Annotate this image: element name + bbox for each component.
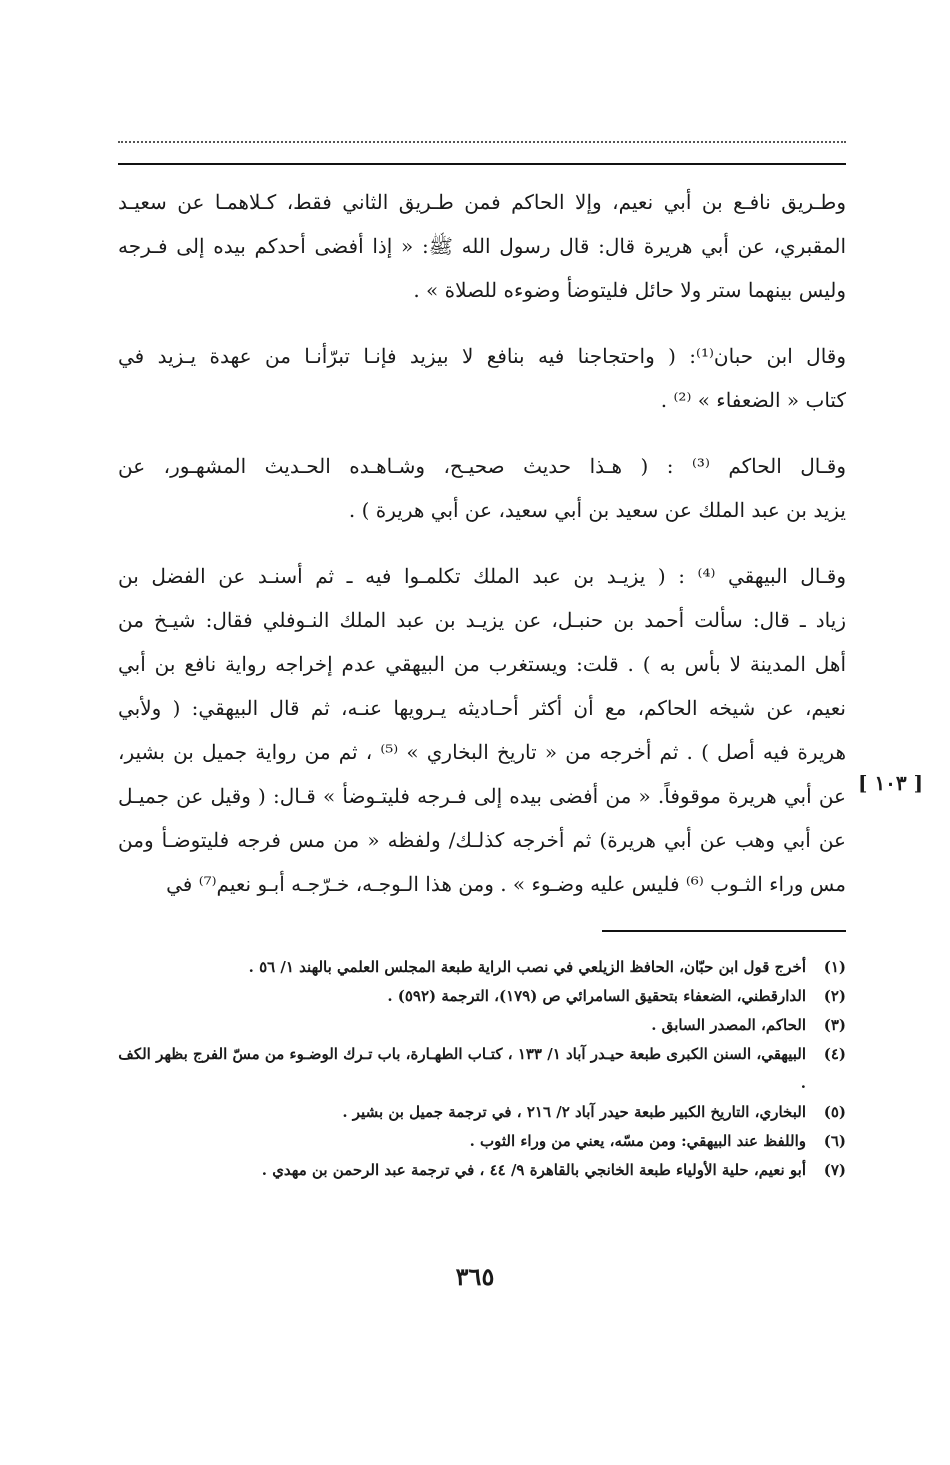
text-line: أهل المدينة لا بأس به ) . قلت: ويستغرب من البيهقي عدم إخراجه رواية نافع بن أبي xyxy=(118,652,846,676)
paragraph-2 xyxy=(118,334,846,422)
footnote xyxy=(118,1011,846,1040)
footnote-number: (٥) xyxy=(823,1103,846,1121)
text-line: عن أبي هريرة موقوفاً. « من أفضى بيده إلى فـرجه فليتـوضأ » قـال: ( وقيل عن جميـل xyxy=(118,784,846,808)
footnote-text: الدارقطني، الضعفاء بتحقيق السامرائي ص (١٧٩)، الترجمة (٥٩٢) . xyxy=(387,987,806,1005)
paragraph-3 xyxy=(118,444,846,532)
text-line: عن أبي وهب عن أبي هريرة) ثم أخرجه كذلـك/ ولفظه « من مس فرجه فليتوضـأ ومن xyxy=(118,828,846,852)
paragraph-4 xyxy=(118,554,846,906)
footnote-number: (٤) xyxy=(823,1045,846,1063)
footnote-number: (٢) xyxy=(823,987,846,1005)
footnote-separator xyxy=(602,930,846,932)
text-line: زياد ـ قال: سألت أحمد بن حنبـل، عن يزيـد بن عبد الملك النـوفلي فقال: شيـخ من xyxy=(118,608,846,632)
footnote-text: البخاري، التاريخ الكبير طبعة حيدر آباد ٢/ ٢١٦ ، في ترجمة جميل بن بشير . xyxy=(342,1103,806,1121)
footnote-text: البيهقي، السنن الكبرى طبعة حيـدر آباد ١/ ١٣٣ ، كتـاب الطهـارة، باب تـرك الوضـوء من مسّ الفرج بظهر الكف . xyxy=(118,1045,806,1092)
text-line: هريرة فيه أصل ) . ثم أخرجه من « تاريخ البخاري » ⁽⁵⁾ ، ثم من رواية جميل بن بشير، xyxy=(118,740,847,764)
text-line: نعيم، عن شيخه الحاكم، مع أن أكثر أحـاديثه يـرويها عنـه، ثم قال البيهقي: ( ولأبي xyxy=(118,696,846,720)
footnote-text: الحاكم، المصدر السابق . xyxy=(651,1016,806,1034)
footnote xyxy=(118,1040,846,1098)
footnote-number: (٦) xyxy=(823,1132,846,1150)
text-line: المقبري، عن أبي هريرة قال: قال رسول الله ﷺ: « إذا أفضى أحدكم بيده إلى فـرجه xyxy=(118,234,846,258)
footnote-text: أبو نعيم، حلية الأولياء طبعة الخانجي بالقاهرة ٩/ ٤٤ ، في ترجمة عبد الرحمن بن مهدي . xyxy=(261,1161,806,1179)
text-line: وطـريق نافـع بن أبي نعيم، وإلا الحاكم فمن طـريق الثاني فقط، كـلاهمـا عن سعيـد xyxy=(118,190,846,214)
header-dotted-rule xyxy=(118,141,846,143)
footnote xyxy=(118,953,846,982)
paragraph-1 xyxy=(118,180,846,312)
text-line: وقـال الحاكم ⁽³⁾ : ( هـذا حديث صحيـح، وشـاهـده الحـديث المشهـور، عن xyxy=(118,454,846,478)
footnote-number: (١) xyxy=(823,958,846,976)
main-text xyxy=(118,180,846,928)
footnote xyxy=(118,1098,846,1127)
text-line: وقال ابن حبان⁽¹⁾: ( واحتجاجنا فيه بنافع لا بيزيد فإنـا تبرّأنـا من عهدة يـزيد في xyxy=(118,344,847,368)
page-number: ٣٦٥ xyxy=(455,1262,495,1291)
footnotes xyxy=(118,953,846,1185)
text-line: يزيد بن عبد الملك عن سعيد بن أبي سعيد، عن أبي هريرة ) . xyxy=(348,498,846,522)
text-line: وقـال البيهقي ⁽⁴⁾ : ( يزيـد بن عبد الملك تكلمـوا فيه ـ ثم أسنـد عن الفضل بن xyxy=(118,564,846,588)
footnote xyxy=(118,1156,846,1185)
footnote-number: (٣) xyxy=(823,1016,846,1034)
header-solid-rule xyxy=(118,163,846,165)
text-line: وليس بينهما ستر ولا حائل فليتوضأ وضوءه للصلاة » . xyxy=(413,278,846,302)
text-line: كتاب « الضعفاء » ⁽²⁾ . xyxy=(660,388,846,412)
footnote-text: أخرج قول ابن حبّان، الحافظ الزيلعي في نصب الراية طبعة المجلس العلمي بالهند ١/ ٥٦ . xyxy=(248,958,806,976)
margin-page-reference: [ ١٠٣ ] xyxy=(858,771,924,795)
footnote-text: واللفظ عند البيهقي: ومن مسّه، يعني من وراء الثوب . xyxy=(469,1132,806,1150)
footnote xyxy=(118,1127,846,1156)
text-line: مس وراء الثـوب ⁽⁶⁾ فليس عليه وضـوء » . ومن هذا الـوجـه، خـرّجـه أبـو نعيم⁽⁷⁾ في xyxy=(166,872,846,896)
footnote-number: (٧) xyxy=(823,1161,846,1179)
footnote xyxy=(118,982,846,1011)
